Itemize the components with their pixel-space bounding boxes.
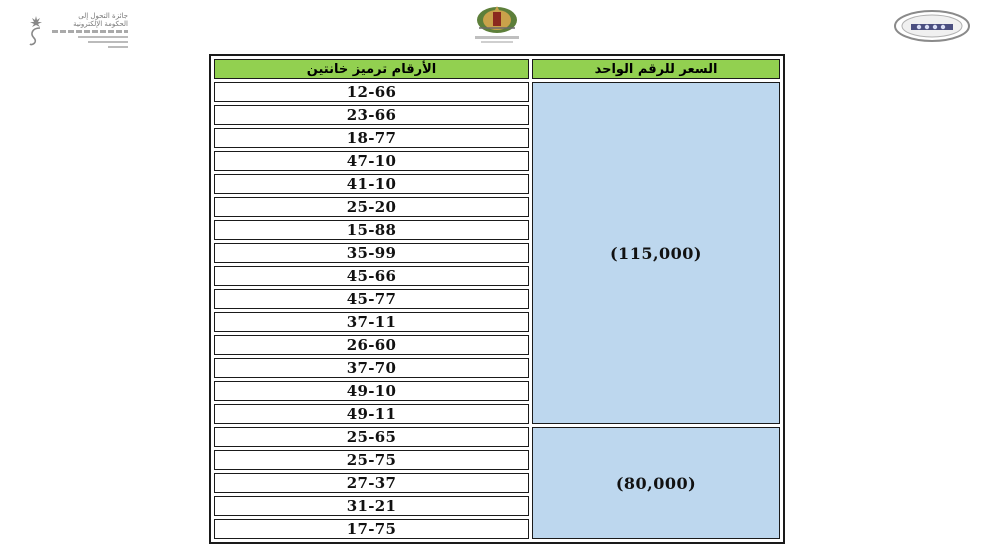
award-logo-line-1: جائزة التحول إلى: [78, 12, 128, 20]
number-code-cell: 17-75: [214, 519, 529, 539]
number-code-cell: 45-66: [214, 266, 529, 286]
number-code-cell: 15-88: [214, 220, 529, 240]
table-row: [214, 82, 780, 102]
number-code-cell: 25-20: [214, 197, 529, 217]
award-logo-text: [52, 12, 128, 48]
number-code-cell: 26-60: [214, 335, 529, 355]
coat-of-arms-icon: [457, 4, 537, 44]
price-cell: (115,000): [532, 82, 780, 424]
number-code-cell: 27-37: [214, 473, 529, 493]
number-code-cell: 12-66: [214, 82, 529, 102]
number-price-table: [209, 54, 785, 544]
number-code-cell: 25-65: [214, 427, 529, 447]
award-logo-line-2: الحكومة الإلكترونية: [73, 20, 128, 28]
number-code-cell: 49-10: [214, 381, 529, 401]
e-government-award-logo: [28, 8, 128, 54]
codes-column-header: الأرقام ترميز خانتين: [214, 59, 529, 79]
table-row: [214, 427, 780, 447]
number-code-cell: 41-10: [214, 174, 529, 194]
number-code-cell: 35-99: [214, 243, 529, 263]
number-code-cell: 37-11: [214, 312, 529, 332]
award-swirl-icon: [28, 14, 44, 48]
price-column-header: السعر للرقم الواحد: [532, 59, 780, 79]
number-code-cell: 25-75: [214, 450, 529, 470]
price-cell: (80,000): [532, 427, 780, 539]
department-seal-logo: [893, 10, 971, 42]
seal-icon: [893, 10, 971, 42]
number-code-cell: 31-21: [214, 496, 529, 516]
coat-of-arms-logo: [457, 4, 537, 44]
number-code-cell: 18-77: [214, 128, 529, 148]
number-code-cell: 47-10: [214, 151, 529, 171]
number-code-cell: 49-11: [214, 404, 529, 424]
number-code-cell: 37-70: [214, 358, 529, 378]
number-code-cell: 23-66: [214, 105, 529, 125]
table-header-row: [214, 59, 780, 79]
number-code-cell: 45-77: [214, 289, 529, 309]
